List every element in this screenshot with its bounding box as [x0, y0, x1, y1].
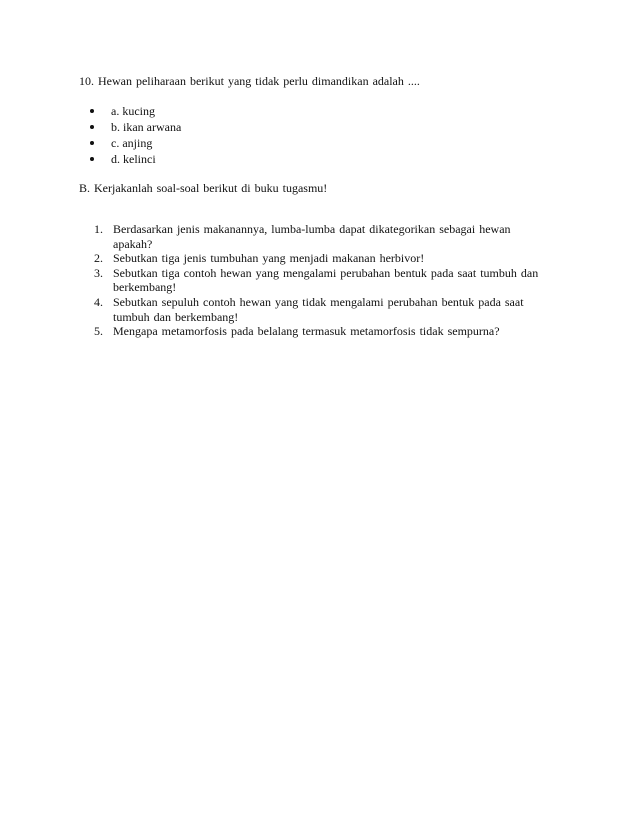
question-number: 5. — [94, 324, 103, 339]
bullet-icon — [90, 109, 94, 113]
question-number: 4. — [94, 294, 103, 309]
question-line: berkembang! — [113, 280, 177, 295]
question-item — [79, 222, 579, 251]
question-number: 1. — [94, 222, 103, 236]
section-b-questions — [79, 222, 579, 339]
question-line: Sebutkan tiga jenis tumbuhan yang menjadi makanan herbivor! — [113, 251, 425, 266]
bullet-icon — [90, 141, 94, 145]
question-item — [79, 266, 579, 295]
question-line: tumbuh dan berkembang! — [113, 309, 239, 324]
question-number: 2. — [94, 251, 103, 266]
option-a: a. kucing — [111, 104, 155, 118]
question-number: 3. — [94, 265, 103, 280]
question-item — [79, 295, 579, 324]
option-d: d. kelinci — [111, 152, 156, 166]
option-b: b. ikan arwana — [111, 120, 182, 134]
bullet-icon — [90, 125, 94, 129]
question-line: Berdasarkan jenis makanannya, lumba-lumba dapat dikategorikan sebagai hewan — [113, 222, 511, 236]
question-line: Mengapa metamorfosis pada belalang termasuk metamorfosis tidak sempurna? — [113, 324, 500, 339]
option-c: c. anjing — [111, 136, 153, 150]
question-item — [79, 251, 579, 266]
question-10-text: 10. Hewan peliharaan berikut yang tidak perlu dimandikan adalah .... — [79, 74, 420, 88]
question-line: apakah? — [113, 236, 153, 251]
question-item — [79, 324, 579, 339]
question-line: Sebutkan tiga contoh hewan yang mengalami perubahan bentuk pada saat tumbuh dan — [113, 265, 539, 280]
bullet-icon — [90, 157, 94, 161]
section-b-heading: B. Kerjakanlah soal-soal berikut di buku tugasmu! — [79, 181, 328, 195]
question-line: Sebutkan sepuluh contoh hewan yang tidak mengalami perubahan bentuk pada saat — [113, 294, 524, 309]
